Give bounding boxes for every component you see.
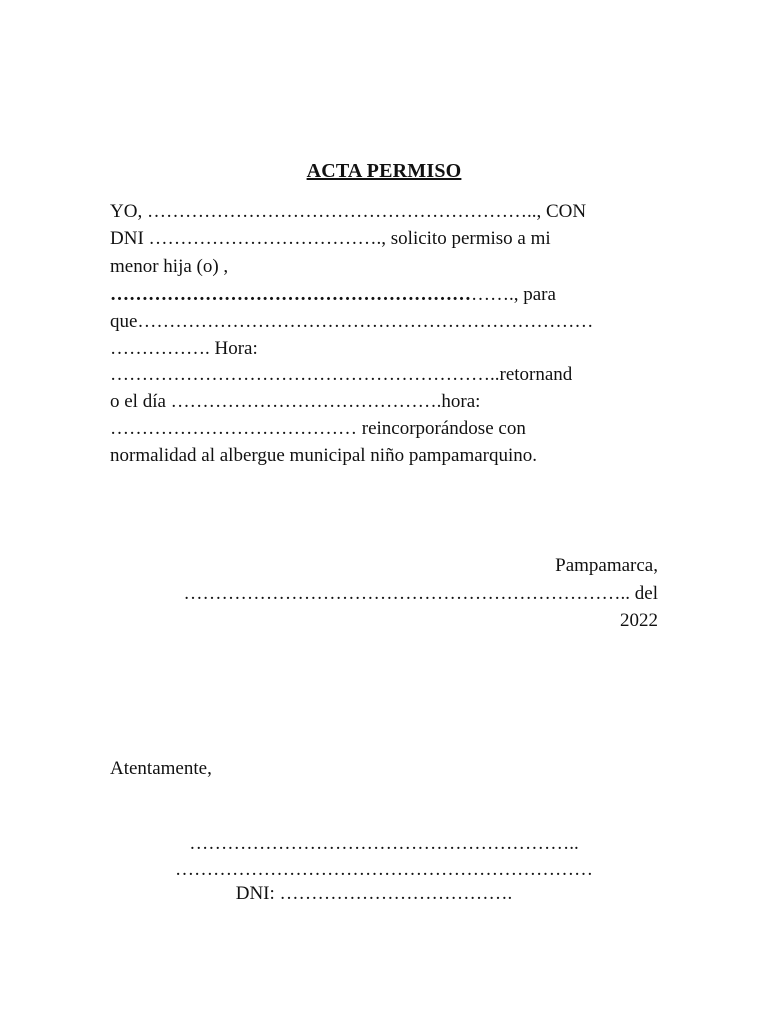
child-name-blank: ………………………………………………… <box>110 284 471 305</box>
body-line-7: ……………………………………………………..retornand <box>110 364 573 385</box>
body-line-6: ……………. Hora: <box>110 338 258 359</box>
body-line-2: DNI ………………………………., solicito permiso a mi <box>110 228 551 249</box>
dni-line: DNI: ………………………………. <box>235 883 513 904</box>
document-title: ACTA PERMISO <box>306 160 462 182</box>
body-line-8: o el día …………………………………….hora: <box>110 391 481 412</box>
body-line-4-rest: ……., para <box>471 284 556 305</box>
name-line: ………………………………………………………… <box>175 859 593 880</box>
body-line-4 <box>110 285 556 304</box>
date-line: …………………………………………………………….. del <box>183 583 658 604</box>
place-line: Pampamarca, <box>555 555 658 576</box>
closing-text: Atentamente, <box>110 758 212 779</box>
body-line-1: YO, …………………………………………………….., CON <box>110 201 587 222</box>
body-line-9: ………………………………… reincorporándose con <box>110 418 526 439</box>
body-line-5: que……………………………………………………………… <box>110 311 594 332</box>
body-line-10: normalidad al albergue municipal niño pampamarquino. <box>110 445 538 466</box>
year-line: 2022 <box>620 610 658 631</box>
signature-line: …………………………………………………….. <box>189 833 579 854</box>
body-line-3: menor hija (o) , <box>110 256 229 277</box>
